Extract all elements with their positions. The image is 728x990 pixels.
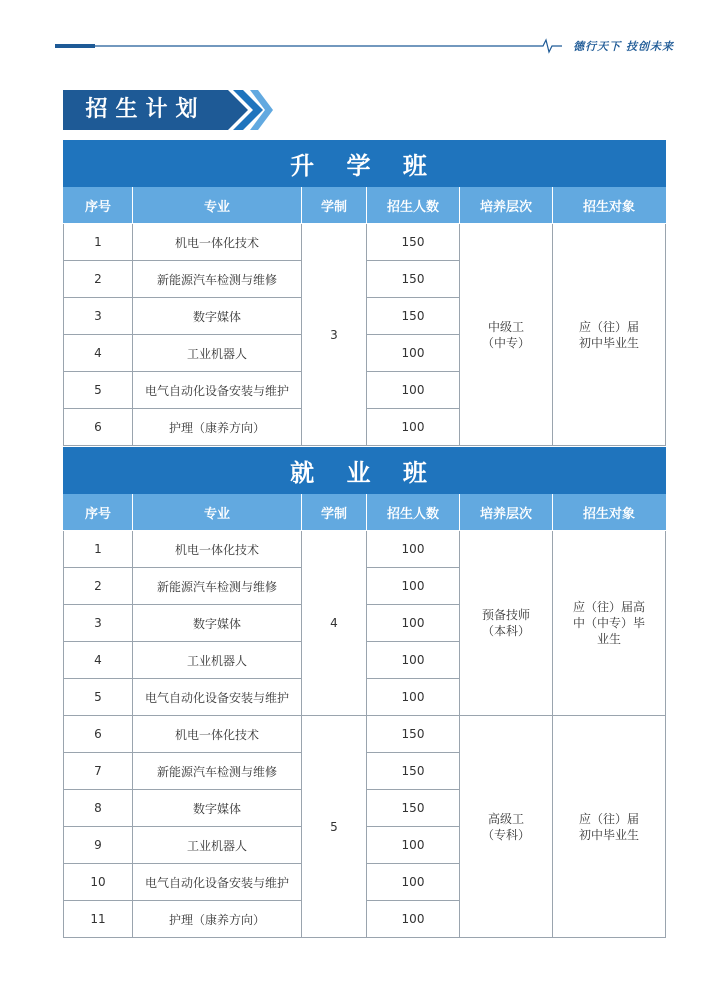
major-name: 新能源汽车检测与维修 [133, 568, 302, 605]
enrollment-count: 150 [367, 790, 460, 827]
column-header: 学制 [302, 187, 367, 224]
row-number: 1 [64, 531, 133, 568]
column-header: 序号 [64, 494, 133, 531]
enrollment-target: 应（往）届 初中毕业生 [553, 224, 666, 446]
column-header: 招生对象 [553, 187, 666, 224]
major-name: 数字媒体 [133, 605, 302, 642]
row-number: 10 [64, 864, 133, 901]
enrollment-count: 100 [367, 568, 460, 605]
column-header: 培养层次 [460, 187, 553, 224]
column-header: 培养层次 [460, 494, 553, 531]
major-name: 工业机器人 [133, 335, 302, 372]
column-header: 序号 [64, 187, 133, 224]
enrollment-count: 150 [367, 298, 460, 335]
table-row [64, 224, 666, 261]
enrollment-count: 100 [367, 827, 460, 864]
row-number: 5 [64, 679, 133, 716]
employment-class-table [63, 447, 666, 938]
column-header: 专业 [133, 187, 302, 224]
column-header: 专业 [133, 494, 302, 531]
enrollment-count: 100 [367, 864, 460, 901]
major-name: 电气自动化设备安装与维护 [133, 372, 302, 409]
major-name: 电气自动化设备安装与维护 [133, 864, 302, 901]
major-name: 数字媒体 [133, 298, 302, 335]
row-number: 8 [64, 790, 133, 827]
table-title: 就 业 班 [64, 448, 666, 494]
upgrade-class-table [63, 140, 666, 446]
section-heading [63, 90, 273, 130]
table-row [64, 716, 666, 753]
row-number: 9 [64, 827, 133, 864]
major-name: 工业机器人 [133, 642, 302, 679]
training-level: 中级工 （中专） [460, 224, 553, 446]
major-name: 机电一体化技术 [133, 224, 302, 261]
major-name: 工业机器人 [133, 827, 302, 864]
study-years: 4 [302, 531, 367, 716]
enrollment-count: 100 [367, 335, 460, 372]
column-header: 学制 [302, 494, 367, 531]
study-years: 5 [302, 716, 367, 938]
row-number: 4 [64, 335, 133, 372]
row-number: 3 [64, 605, 133, 642]
row-number: 2 [64, 568, 133, 605]
row-number: 7 [64, 753, 133, 790]
enrollment-count: 100 [367, 679, 460, 716]
major-name: 新能源汽车检测与维修 [133, 261, 302, 298]
major-name: 电气自动化设备安装与维护 [133, 679, 302, 716]
training-level: 高级工 （专科） [460, 716, 553, 938]
header-slogan: 德行天下 技创未来 [573, 40, 674, 53]
column-header-row [64, 187, 666, 224]
major-name: 护理（康养方向） [133, 901, 302, 938]
enrollment-count: 100 [367, 901, 460, 938]
enrollment-count: 100 [367, 605, 460, 642]
major-name: 新能源汽车检测与维修 [133, 753, 302, 790]
column-header: 招生人数 [367, 494, 460, 531]
enrollment-target: 应（往）届高 中（中专）毕 业生 [553, 531, 666, 716]
column-header: 招生人数 [367, 187, 460, 224]
enrollment-count: 100 [367, 409, 460, 446]
enrollment-count: 100 [367, 372, 460, 409]
major-name: 数字媒体 [133, 790, 302, 827]
enrollment-count: 150 [367, 261, 460, 298]
section-title: 招生计划 [85, 97, 206, 122]
row-number: 2 [64, 261, 133, 298]
table-title: 升 学 班 [64, 141, 666, 187]
row-number: 6 [64, 716, 133, 753]
row-number: 1 [64, 224, 133, 261]
table-title-row [64, 141, 666, 187]
row-number: 3 [64, 298, 133, 335]
enrollment-count: 150 [367, 716, 460, 753]
table-title-row [64, 448, 666, 494]
row-number: 5 [64, 372, 133, 409]
major-name: 护理（康养方向） [133, 409, 302, 446]
training-level: 预备技师 （本科） [460, 531, 553, 716]
enrollment-count: 150 [367, 224, 460, 261]
row-number: 6 [64, 409, 133, 446]
enrollment-target: 应（往）届 初中毕业生 [553, 716, 666, 938]
enrollment-count: 100 [367, 642, 460, 679]
major-name: 机电一体化技术 [133, 531, 302, 568]
major-name: 机电一体化技术 [133, 716, 302, 753]
enrollment-count: 100 [367, 531, 460, 568]
column-header-row [64, 494, 666, 531]
table-row [64, 531, 666, 568]
study-years: 3 [302, 224, 367, 446]
column-header: 招生对象 [553, 494, 666, 531]
page-header [0, 0, 728, 60]
enrollment-count: 150 [367, 753, 460, 790]
row-number: 4 [64, 642, 133, 679]
row-number: 11 [64, 901, 133, 938]
